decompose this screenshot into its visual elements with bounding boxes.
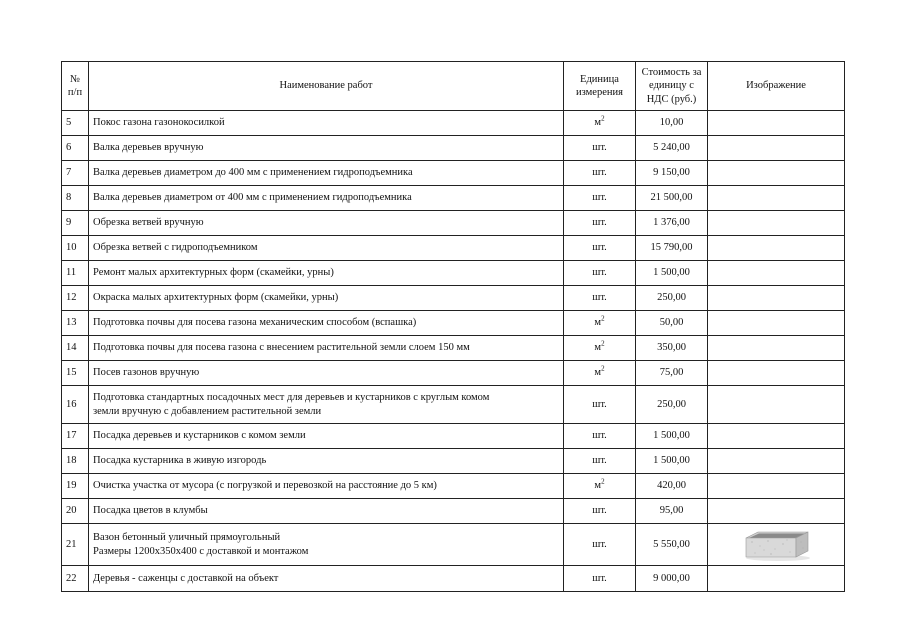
- row-price: 420,00: [636, 474, 708, 499]
- row-num: 13: [62, 311, 89, 336]
- row-unit: $м^2$: [564, 311, 636, 336]
- row-num: 21: [62, 524, 89, 566]
- row-price: 75,00: [636, 361, 708, 386]
- row-image-cell: [708, 386, 845, 424]
- table-header-row: [62, 62, 845, 111]
- row-unit: шт.: [564, 524, 636, 566]
- row-image-cell: [708, 161, 845, 186]
- row-name: Посадка цветов в клумбы: [89, 499, 564, 524]
- row-unit: шт.: [564, 499, 636, 524]
- row-image-cell: [708, 211, 845, 236]
- header-image: Изображение: [708, 62, 845, 111]
- row-price: 15 790,00: [636, 236, 708, 261]
- header-num: № п/п: [62, 62, 89, 111]
- row-num: 8: [62, 186, 89, 211]
- row-name: Посадка деревьев и кустарников с комом земли: [89, 424, 564, 449]
- row-num: 12: [62, 286, 89, 311]
- row-num: 6: [62, 136, 89, 161]
- row-num: 5: [62, 111, 89, 136]
- row-name: Окраска малых архитектурных форм (скамейки, урны): [89, 286, 564, 311]
- row-name: [89, 386, 564, 424]
- row-name: Валка деревьев диаметром от 400 мм с применением гидроподъемника: [89, 186, 564, 211]
- table-row: [62, 361, 845, 386]
- table-row: [62, 186, 845, 211]
- row-name: Ремонт малых архитектурных форм (скамейки, урны): [89, 261, 564, 286]
- row-name: Подготовка почвы для посева газона механическим способом (вспашка): [89, 311, 564, 336]
- row-name: Обрезка ветвей с гидроподъемником: [89, 236, 564, 261]
- table-row: [62, 566, 845, 592]
- row-unit: шт.: [564, 161, 636, 186]
- row-image-cell: [708, 136, 845, 161]
- row-price: 350,00: [636, 336, 708, 361]
- row-num: 15: [62, 361, 89, 386]
- row-num: 16: [62, 386, 89, 424]
- row-image-cell: [708, 474, 845, 499]
- row-name: Подготовка почвы для посева газона с внесением растительной земли слоем 150 мм: [89, 336, 564, 361]
- row-unit: $м^2$: [564, 361, 636, 386]
- row-image-cell: [708, 286, 845, 311]
- row-num: 7: [62, 161, 89, 186]
- concrete-planter-image: [740, 528, 812, 562]
- row-unit: $м^2$: [564, 474, 636, 499]
- row-price: 21 500,00: [636, 186, 708, 211]
- row-image-cell: [708, 111, 845, 136]
- row-price: 10,00: [636, 111, 708, 136]
- table-row: [62, 424, 845, 449]
- row-unit: шт.: [564, 186, 636, 211]
- row-image-cell: [708, 186, 845, 211]
- row-num: 10: [62, 236, 89, 261]
- row-price: 9 000,00: [636, 566, 708, 592]
- row-num: 14: [62, 336, 89, 361]
- row-price: 250,00: [636, 386, 708, 424]
- row-image-cell: [708, 449, 845, 474]
- row-image-cell: [708, 499, 845, 524]
- row-name: Очистка участка от мусора (с погрузкой и перевозкой на расстояние до 5 км): [89, 474, 564, 499]
- row-num: 20: [62, 499, 89, 524]
- header-price: Стоимость за единицу с НДС (руб.): [636, 62, 708, 111]
- table-row: [62, 524, 845, 566]
- row-price: 250,00: [636, 286, 708, 311]
- row-name: Деревья - саженцы с доставкой на объект: [89, 566, 564, 592]
- row-image-cell: [708, 311, 845, 336]
- header-name: Наименование работ: [89, 62, 564, 111]
- row-unit: шт.: [564, 424, 636, 449]
- works-price-table: [61, 61, 845, 592]
- table-row: [62, 474, 845, 499]
- header-unit: Единица измерения: [564, 62, 636, 111]
- row-unit: шт.: [564, 566, 636, 592]
- row-name: Обрезка ветвей вручную: [89, 211, 564, 236]
- row-price: 1 500,00: [636, 261, 708, 286]
- row-num: 18: [62, 449, 89, 474]
- table-row: [62, 286, 845, 311]
- row-unit: $м^2$: [564, 336, 636, 361]
- row-name: Посадка кустарника в живую изгородь: [89, 449, 564, 474]
- row-num: 19: [62, 474, 89, 499]
- row-price: 1 376,00: [636, 211, 708, 236]
- row-price: 95,00: [636, 499, 708, 524]
- row-price: 1 500,00: [636, 424, 708, 449]
- row-name: Посев газонов вручную: [89, 361, 564, 386]
- row-price: 1 500,00: [636, 449, 708, 474]
- row-unit: шт.: [564, 386, 636, 424]
- row-image-cell: [708, 524, 845, 566]
- row-name: Валка деревьев вручную: [89, 136, 564, 161]
- row-unit: шт.: [564, 261, 636, 286]
- row-unit: шт.: [564, 136, 636, 161]
- table-row: [62, 261, 845, 286]
- row-unit: шт.: [564, 286, 636, 311]
- table-row: [62, 499, 845, 524]
- row-num: 17: [62, 424, 89, 449]
- row-price: 5 240,00: [636, 136, 708, 161]
- row-name: Покос газона газонокосилкой: [89, 111, 564, 136]
- table-row: [62, 136, 845, 161]
- table-row: [62, 311, 845, 336]
- row-num: 11: [62, 261, 89, 286]
- table-row: [62, 161, 845, 186]
- table-row: [62, 211, 845, 236]
- row-num: 9: [62, 211, 89, 236]
- row-price: 50,00: [636, 311, 708, 336]
- row-image-cell: [708, 236, 845, 261]
- row-image-cell: [708, 424, 845, 449]
- table-row: [62, 449, 845, 474]
- row-unit: шт.: [564, 236, 636, 261]
- row-name-line: Подготовка стандартных посадочных мест для деревьев и кустарников с круглым комом: [93, 392, 490, 404]
- row-image-cell: [708, 261, 845, 286]
- row-unit: $м^2$: [564, 111, 636, 136]
- row-name: [89, 524, 564, 566]
- table-row: [62, 111, 845, 136]
- row-price: 9 150,00: [636, 161, 708, 186]
- row-image-cell: [708, 336, 845, 361]
- row-unit: шт.: [564, 211, 636, 236]
- table-row: [62, 386, 845, 424]
- row-name-line: земли вручную с добавлением растительной земли: [93, 405, 322, 417]
- row-image-cell: [708, 361, 845, 386]
- row-image-cell: [708, 566, 845, 592]
- table-row: [62, 236, 845, 261]
- row-name-line: Вазон бетонный уличный прямоугольный: [93, 532, 281, 544]
- row-price: 5 550,00: [636, 524, 708, 566]
- row-unit: шт.: [564, 449, 636, 474]
- row-name-line: Размеры 1200х350х400 с доставкой и монтажом: [93, 545, 309, 557]
- row-num: 22: [62, 566, 89, 592]
- table-row: [62, 336, 845, 361]
- row-name: Валка деревьев диаметром до 400 мм с применением гидроподъемника: [89, 161, 564, 186]
